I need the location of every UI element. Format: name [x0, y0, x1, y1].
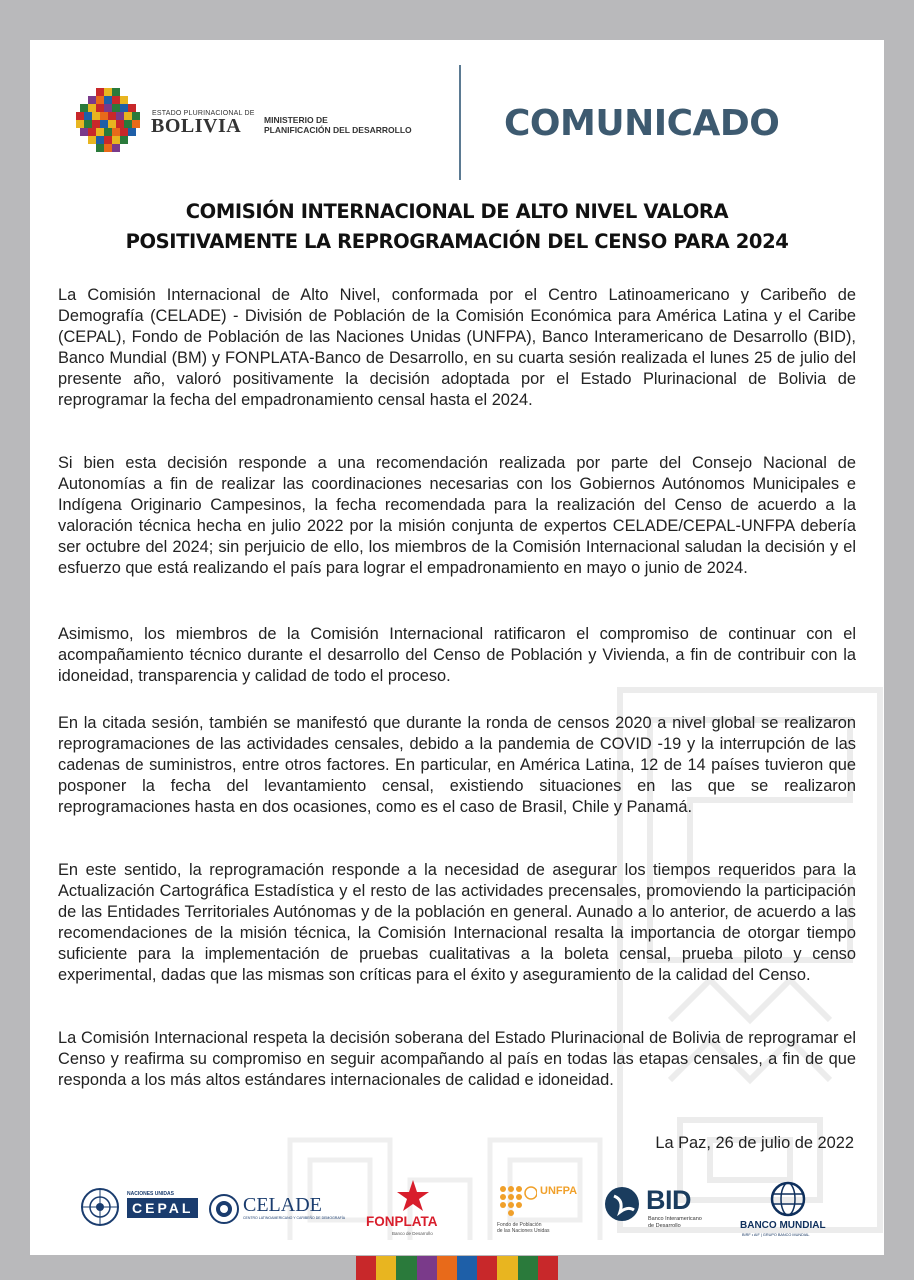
fonplata-subtitle: Banco de Desarrollo	[392, 1231, 433, 1236]
fonplata-star-icon	[396, 1179, 430, 1213]
paragraph-2: Si bien esta decisión responde a una recomendación realizada por parte del Consejo Nacional de Autonomías a fin de realizar las coordinaciones necesarias con los Gobiernos Autónomos Municipales e Indígena Originario Campesinos, la fecha recomendada para la realización del Censo de acuerdo a la valoración técnica hecha en julio 2022 por la misión conjunta de expertos CELADE/CEPAL-UNFPA debería ser octubre del 2024; sin perjuicio de ello, los miembros de la Comisión Internacional saludan la decisión y el esfuerzo que está realizando el país para lograr el empadronamiento en mayo o junio de 2024.	[58, 454, 856, 577]
ministry-name	[264, 115, 412, 135]
paragraph-5: En este sentido, la reprogramación responde a la necesidad de asegurar los tiempos requeridos para la Actualización Cartográfica Estadística y el resto de las actividades precensales, promoviendo la participación de las Entidades Territoriales Autónomas y de la población en general. Aunado a lo anterior, de acuerdo a las recomendaciones de la misión técnica, la Comisión Internacional resalta la importancia de otorgar tiempo suficiente para la implementación de pruebas cualitativas a la boleta censal, prueba piloto y censo experimental, dadas que las mismas son críticas para el éxito y aseguramiento de la calidad del Censo.	[58, 861, 856, 984]
document-title-line-2: POSITIVAMENTE LA REPROGRAMACIÓN DEL CENSO PARA 2024	[125, 230, 789, 253]
bid-wordmark: BID	[646, 1185, 691, 1215]
ministry-line-2: PLANIFICACIÓN DEL DESARROLLO	[264, 125, 412, 135]
bid-subtitle-line-1: Banco Interamericano	[648, 1216, 702, 1222]
world-bank-wordmark: BANCO MUNDIAL	[740, 1220, 826, 1231]
unfpa-dots-icon	[497, 1183, 537, 1219]
paragraph-4: En la citada sesión, también se manifestó que durante la ronda de censos 2020 a nivel global se realizaron reprogramaciones de las actividades censales, debido a la pandemia de COVID -19 y la interrupción de las cadenas de suministros, entre otros factores. En particular, en América Latina, 12 de 14 países tuvieron que posponer la fecha del levantamiento censal, existiendo situaciones en las que se realizaron reprogramaciones hasta en dos ocasiones, como es el caso de Brasil, Chile y Panamá.	[58, 714, 856, 816]
document-sheet	[30, 40, 884, 1255]
bid-subtitle-line-2: de Desarrollo	[648, 1222, 681, 1229]
paragraph-6: La Comisión Internacional respeta la decisión soberana del Estado Plurinacional de Bolivia de reprogramar el Censo y reafirma su compromiso en seguir acompañando al país en todas las etapas censales, a fin de que responda a los más altos estándares internacionales de calidad e idoneidad.	[58, 1029, 856, 1089]
comunicado-heading: COMUNICADO	[504, 103, 780, 144]
cepal-logo	[127, 1191, 198, 1218]
celade-globe-icon	[208, 1193, 240, 1225]
cepal-wordmark: CEPAL	[127, 1198, 198, 1218]
document-title-line-1: COMISIÓN INTERNACIONAL DE ALTO NIVEL VALORA	[185, 200, 729, 223]
ministry-line-1: MINISTERIO DE	[264, 115, 328, 125]
un-emblem-icon	[80, 1187, 120, 1227]
world-bank-subtitle: BIRF • AIF | GRUPO BANCO MUNDIAL	[742, 1233, 810, 1237]
bid-subtitle	[648, 1216, 702, 1229]
celade-subtitle: CENTRO LATINOAMERICANO Y CARIBEÑO DE DEMOGRAFÍA	[243, 1216, 346, 1220]
gov-name-small: ESTADO PLURINACIONAL DE	[152, 110, 255, 117]
paragraph-1: La Comisión Internacional de Alto Nivel, conformada por el Centro Latinoamericano y Caribeño de Demografía (CELADE) - División de Población de la Comisión Económica para América Latina y el Caribe (CEPAL), Fondo de Población de las Naciones Unidas (UNFPA), Banco Interamericano de Desarrollo (BID), Banco Mundial (BM) y FONPLATA-Banco de Desarrollo, en su cuarta sesión realizada el lunes 25 de julio del presente año, valoró positivamente la decisión adoptada por el Estado Plurinacional de Bolivia de reprogramar la fecha del empadronamiento censal hasta el 2024.	[58, 286, 856, 409]
bid-icon	[604, 1186, 644, 1222]
fonplata-wordmark: FONPLATA	[366, 1214, 438, 1229]
cepal-top-text: NACIONES UNIDAS	[127, 1191, 174, 1197]
place-date: La Paz, 26 de julio de 2022	[655, 1134, 854, 1152]
bolivia-chakana-logo	[76, 88, 140, 152]
world-bank-globe-icon	[770, 1181, 806, 1217]
paragraph-3: Asimismo, los miembros de la Comisión Internacional ratificaron el compromiso de continuar con el acompañamiento técnico durante el desarrollo del Censo de Población y Vivienda, a fin de contribuir con la idoneidad, transparencia y calidad de todo el proceso.	[58, 625, 856, 685]
decorative-color-strip	[356, 1256, 558, 1280]
unfpa-subtitle-line-1: Fondo de Población	[497, 1222, 542, 1228]
header-divider	[459, 65, 461, 180]
unfpa-subtitle	[497, 1222, 550, 1234]
unfpa-subtitle-line-2: de las Naciones Unidas	[497, 1228, 550, 1234]
unfpa-wordmark: UNFPA	[540, 1185, 578, 1197]
celade-wordmark: CELADE	[243, 1194, 322, 1216]
gov-name-bolivia: BOLIVIA	[151, 115, 242, 137]
